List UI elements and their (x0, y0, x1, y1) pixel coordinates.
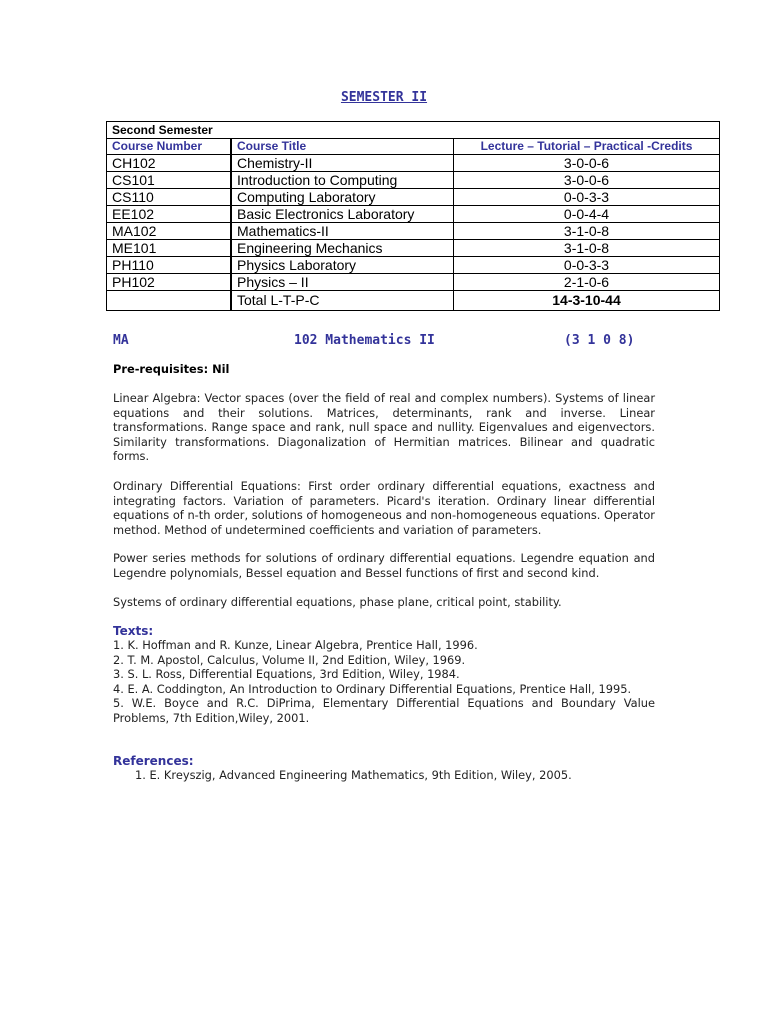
table-row (107, 274, 720, 291)
table-row (107, 172, 720, 189)
list-item: 2. T. M. Apostol, Calculus, Volume II, 2nd Edition, Wiley, 1969. (113, 652, 466, 667)
course-credits: (3 1 0 8) (564, 333, 635, 348)
table-row (107, 189, 720, 206)
table-row (107, 155, 720, 172)
total-value: 14-3-10-44 (454, 291, 720, 311)
table-row (107, 257, 720, 274)
ltpc-cell: 3-0-0-6 (454, 155, 720, 172)
ltpc-cell: 3-1-0-8 (454, 240, 720, 257)
course-heading (113, 333, 653, 351)
course-title-cell: Physics – II (231, 274, 454, 291)
course-table (106, 121, 720, 311)
course-number-cell: CH102 (107, 155, 232, 172)
ltpc-cell: 3-1-0-8 (454, 223, 720, 240)
course-number-cell: MA102 (107, 223, 232, 240)
references-list (113, 768, 655, 783)
course-title-cell: Computing Laboratory (231, 189, 454, 206)
course-title-cell: Mathematics-II (231, 223, 454, 240)
course-number-cell: PH110 (107, 257, 232, 274)
syllabus-paragraph-power-series: Power series methods for solutions of ordinary differential equations. Legendre equation and Legendre polynomials, Bessel equation and Bessel functions of first and second kind. (113, 551, 655, 580)
header-ltpc: Lecture – Tutorial – Practical -Credits (454, 139, 720, 155)
list-item: 1. K. Hoffman and R. Kunze, Linear Algebra, Prentice Hall, 1996. (113, 638, 478, 652)
header-course-number: Course Number (107, 139, 232, 155)
semester-heading: SEMESTER II (340, 90, 428, 105)
ltpc-cell: 0-0-4-4 (454, 206, 720, 223)
syllabus-paragraph-systems: Systems of ordinary differential equations, phase plane, critical point, stability. (113, 595, 562, 609)
course-title-cell: Engineering Mechanics (231, 240, 454, 257)
texts-heading: Texts: (113, 624, 154, 638)
references-heading: References: (113, 754, 194, 768)
table-row (107, 240, 720, 257)
course-title-cell: Physics Laboratory (231, 257, 454, 274)
list-item: 1. E. Kreyszig, Advanced Engineering Mathematics, 9th Edition, Wiley, 2005. (135, 768, 572, 782)
list-item: 3. S. L. Ross, Differential Equations, 3rd Edition, Wiley, 1984. (113, 667, 460, 682)
list-item: 4. E. A. Coddington, An Introduction to Ordinary Differential Equations, Prentice Hall, 1995. (113, 681, 632, 696)
course-dept: MA (113, 333, 129, 348)
syllabus-paragraph-linear-algebra: Linear Algebra: Vector spaces (over the field of real and complex numbers). Systems of linear equations and their solutions. Matrices, determinants, rank and inverse. Linear transformations. Range space and rank, null space and nullity. Eigenvalues and eigenvectors. Similarity transformations. Diagonalization of Hermitian matrices. Bilinear and quadratic forms. (113, 391, 655, 464)
course-title-cell: Introduction to Computing (231, 172, 454, 189)
syllabus-paragraph-ode: Ordinary Differential Equations: First order ordinary differential equations, exactness and integrating factors. Variation of parameters. Picard's iteration. Ordinary linear differential equations of n-th order, solutions of homogeneous and non-homogeneous equations. Operator method. Method of undetermined coefficients and variation of parameters. (113, 479, 655, 537)
course-number-cell: EE102 (107, 206, 232, 223)
course-number-cell: CS110 (107, 189, 232, 206)
prerequisites: Pre-requisites: Nil (113, 362, 230, 376)
header-course-title: Course Title (231, 139, 454, 155)
course-title-cell: Basic Electronics Laboratory (231, 206, 454, 223)
list-item: 5. W.E. Boyce and R.C. DiPrima, Elementary Differential Equations and Boundary Value Problems, 7th Edition,Wiley, 2001. (113, 696, 655, 725)
table-total-row (107, 291, 720, 311)
table-row (107, 206, 720, 223)
ltpc-cell: 2-1-0-6 (454, 274, 720, 291)
ltpc-cell: 0-0-3-3 (454, 257, 720, 274)
total-empty-cell (107, 291, 232, 311)
ltpc-cell: 0-0-3-3 (454, 189, 720, 206)
course-number-cell: ME101 (107, 240, 232, 257)
texts-list (113, 638, 655, 726)
course-title-cell: Chemistry-II (231, 155, 454, 172)
course-number-cell: CS101 (107, 172, 232, 189)
table-row (107, 223, 720, 240)
total-label: Total L-T-P-C (231, 291, 454, 311)
course-number-cell: PH102 (107, 274, 232, 291)
table-header-row (107, 139, 720, 155)
ltpc-cell: 3-0-0-6 (454, 172, 720, 189)
table-title-row (107, 122, 720, 139)
table-title: Second Semester (107, 122, 720, 139)
course-title: 102 Mathematics II (294, 333, 435, 348)
